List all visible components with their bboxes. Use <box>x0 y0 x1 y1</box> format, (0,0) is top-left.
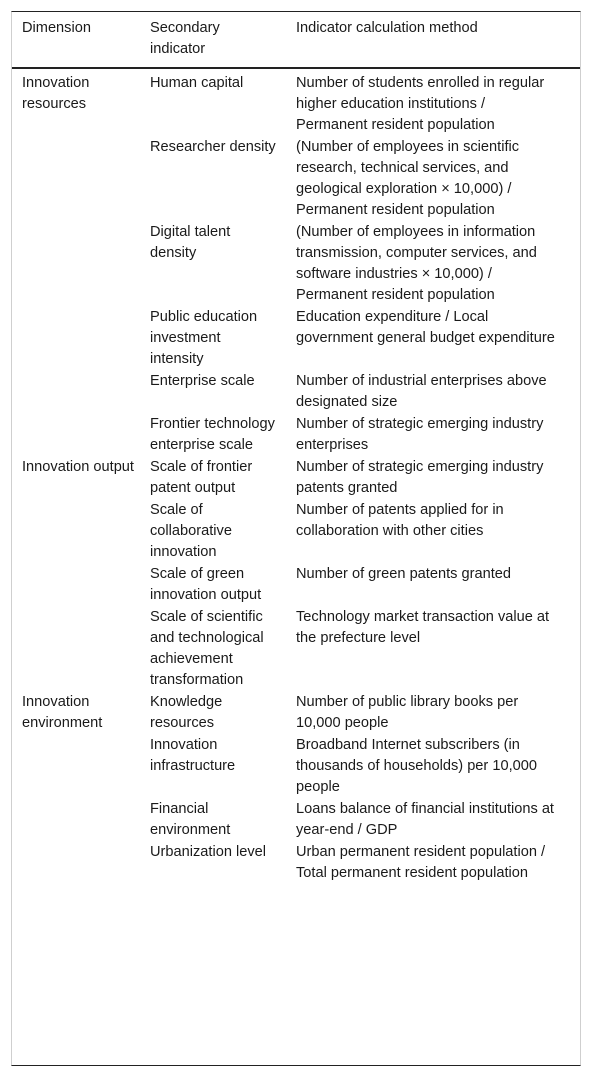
method-cell: Number of patents applied for in collaboration with other cities <box>296 502 504 539</box>
indicator-cell: Scale of green innovation output <box>150 566 262 603</box>
indicator-table <box>12 12 580 885</box>
method-cell: (Number of employees in information transmission, computer services, and software industries × 10,000) / Permanent resident population <box>296 224 537 303</box>
method-cell: (Number of employees in scientific research, technical services, and geological exploration × 10,000) / Permanent resident population <box>296 139 520 218</box>
table-row <box>12 692 580 735</box>
indicator-cell: Digital talent density <box>150 224 231 261</box>
indicator-cell: Scale of frontier patent output <box>150 459 253 496</box>
method-cell: Number of students enrolled in regular higher education institutions / Permanent resident population <box>296 75 545 133</box>
indicator-cell: Public education investment intensity <box>150 309 258 367</box>
indicator-cell: Researcher density <box>150 139 276 155</box>
indicator-cell: Financial environment <box>150 801 231 838</box>
dimension-cell: Innovation resources <box>22 75 90 112</box>
method-cell: Broadband Internet subscribers (in thousands of households) per 10,000 people <box>296 737 537 795</box>
dimension-cell: Innovation output <box>22 459 134 475</box>
dimension-cell: Innovation environment <box>22 694 103 731</box>
header-secondary-indicator: Secondary indicator <box>140 12 286 68</box>
method-cell: Education expenditure / Local government general budget expenditure <box>296 309 555 346</box>
method-cell: Number of industrial enterprises above designated size <box>296 373 547 410</box>
method-cell: Technology market transaction value at the prefecture level <box>296 609 550 646</box>
table-header <box>12 12 580 68</box>
indicator-cell: Scale of scientific and technological achievement transformation <box>150 609 264 688</box>
header-dimension: Dimension <box>12 12 140 68</box>
method-cell: Number of green patents granted <box>296 566 511 582</box>
indicator-cell: Innovation infrastructure <box>150 737 236 774</box>
indicator-cell: Frontier technology enterprise scale <box>150 416 275 453</box>
indicator-cell: Human capital <box>150 75 244 91</box>
header-method: Indicator calculation method <box>286 12 580 68</box>
table-row <box>12 457 580 500</box>
method-cell: Urban permanent resident population / Total permanent resident population <box>296 844 546 881</box>
method-cell: Number of public library books per 10,000 people <box>296 694 519 731</box>
indicator-cell: Knowledge resources <box>150 694 223 731</box>
indicator-table-frame <box>11 11 581 1066</box>
method-cell: Loans balance of financial institutions at year-end / GDP <box>296 801 554 838</box>
indicator-cell: Enterprise scale <box>150 373 255 389</box>
header-row <box>12 12 580 68</box>
indicator-cell: Urbanization level <box>150 844 267 860</box>
table-body <box>12 68 580 885</box>
method-cell: Number of strategic emerging industry patents granted <box>296 459 544 496</box>
table-row <box>12 68 580 137</box>
indicator-cell: Scale of collaborative innovation <box>150 502 232 560</box>
method-cell: Number of strategic emerging industry enterprises <box>296 416 544 453</box>
